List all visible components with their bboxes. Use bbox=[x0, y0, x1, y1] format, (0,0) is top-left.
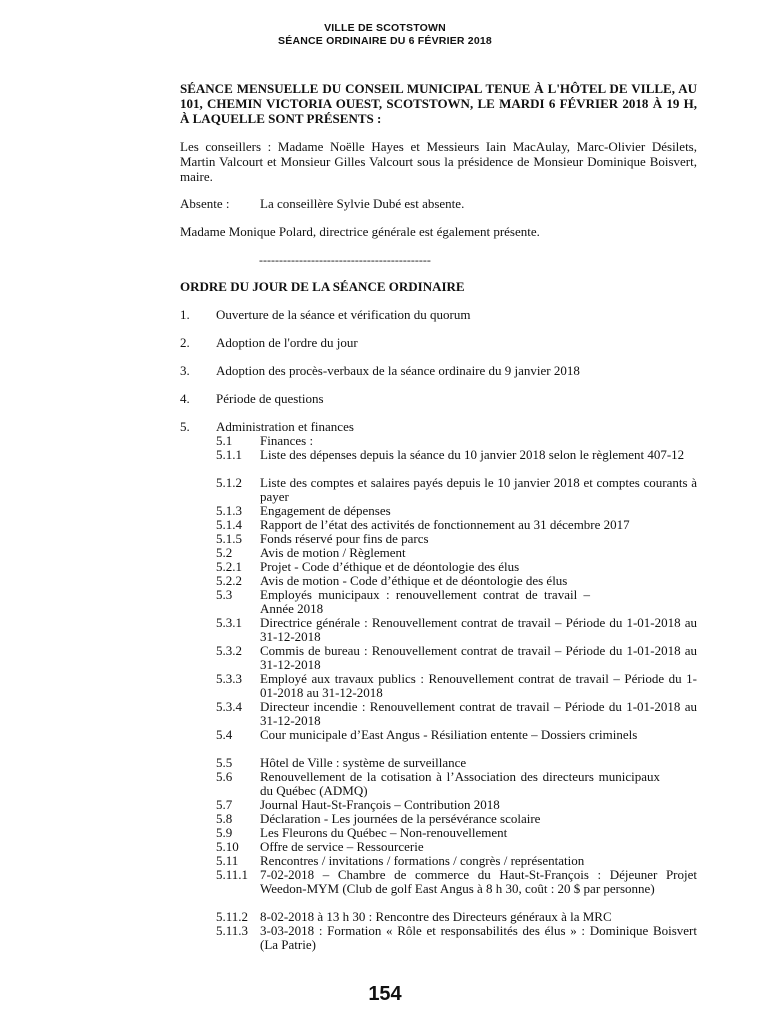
agenda-item-number: 4. bbox=[180, 391, 190, 406]
subitem-text: Avis de motion - Code d’éthique et de déontologie des élus bbox=[260, 573, 568, 588]
absent-label: Absente : bbox=[180, 196, 230, 211]
subitem-number: 5.9 bbox=[216, 825, 233, 840]
subitem-text: Offre de service – Ressourcerie bbox=[260, 839, 424, 854]
subitem-number: 5.8 bbox=[216, 811, 233, 826]
subitem-text: Directeur incendie : Renouvellement contrat de travail – Période du 1-01-2018 au 31-12-2018 bbox=[260, 699, 697, 728]
subitem-number: 5.7 bbox=[216, 797, 233, 812]
subitem-number: 5.5 bbox=[216, 755, 233, 770]
agenda-item-number: 5. bbox=[180, 419, 190, 434]
subitem-text: Engagement de dépenses bbox=[260, 503, 391, 518]
agenda-item-text: Adoption de l'ordre du jour bbox=[216, 335, 358, 350]
director-paragraph: Madame Monique Polard, directrice générale est également présente. bbox=[180, 224, 540, 239]
agenda-item-text: Ouverture de la séance et vérification du quorum bbox=[216, 307, 471, 322]
header-session: SÉANCE ORDINAIRE DU 6 FÉVRIER 2018 bbox=[278, 35, 492, 47]
agenda-item-number: 1. bbox=[180, 307, 190, 322]
subitem-text: Avis de motion / Règlement bbox=[260, 545, 406, 560]
subitem-text: Rencontres / invitations / formations / congrès / représentation bbox=[260, 853, 585, 868]
page-number: 154 bbox=[368, 983, 402, 1005]
subitem-text: Fonds réservé pour fins de parcs bbox=[260, 531, 429, 546]
subitem-number: 5.11.3 bbox=[216, 923, 249, 938]
subitem-number: 5.2 bbox=[216, 545, 233, 560]
separator-line: ------------------------------------------- bbox=[259, 253, 431, 267]
subitem-number: 5.1.4 bbox=[216, 517, 242, 532]
subitem-text: Journal Haut-St-François – Contribution 2018 bbox=[260, 797, 500, 812]
councillors-paragraph: Les conseillers : Madame Noëlle Hayes et Messieurs Iain MacAulay, Marc-Olivier Désilets, Martin Valcourt et Monsieur Gilles Valcourt sous la présidence de Monsieur Dominique Boisvert, maire. bbox=[180, 139, 697, 184]
subitem-text: Liste des dépenses depuis la séance du 10 janvier 2018 selon le règlement 407-12 bbox=[260, 447, 685, 462]
subitem-number: 5.1.1 bbox=[216, 447, 242, 462]
agenda-item-number: 3. bbox=[180, 363, 190, 378]
subitem-number: 5.4 bbox=[216, 727, 233, 742]
subitem-text: Finances : bbox=[260, 433, 314, 448]
subitem-number: 5.11.1 bbox=[216, 867, 249, 882]
subitem-number: 5.1.5 bbox=[216, 531, 242, 546]
subitem-number: 5.11 bbox=[216, 853, 239, 868]
subitem-number: 5.10 bbox=[216, 839, 239, 854]
subitem-text: 8-02-2018 à 13 h 30 : Rencontre des Directeurs généraux à la MRC bbox=[260, 909, 612, 924]
subitem-number: 5.2.2 bbox=[216, 573, 242, 588]
agenda-item-text: Période de questions bbox=[216, 391, 324, 406]
subitem-number: 5.6 bbox=[216, 769, 233, 784]
header-town: VILLE DE SCOTSTOWN bbox=[324, 22, 446, 34]
subitem-number: 5.3.4 bbox=[216, 699, 242, 714]
subitem-text: Déclaration - Les journées de la persévérance scolaire bbox=[260, 811, 541, 826]
subitem-text: Rapport de l’état des activités de fonctionnement au 31 décembre 2017 bbox=[260, 517, 630, 532]
subitem-text: Directrice générale : Renouvellement contrat de travail – Période du 1-01-2018 au 31-12-2018 bbox=[260, 615, 697, 644]
subitem-number: 5.3.3 bbox=[216, 671, 242, 686]
agenda-item-text: Administration et finances bbox=[216, 419, 354, 434]
subitem-text: Employés municipaux : renouvellement contrat de travail – Année 2018 bbox=[260, 587, 590, 616]
subitem-number: 5.3.1 bbox=[216, 615, 242, 630]
agenda-item-text: Adoption des procès-verbaux de la séance ordinaire du 9 janvier 2018 bbox=[216, 363, 580, 378]
subitem-text: 3-03-2018 : Formation « Rôle et responsabilités des élus » : Dominique Boisvert (La Patrie) bbox=[260, 923, 697, 952]
subitem-number: 5.1.3 bbox=[216, 503, 242, 518]
subitem-number: 5.2.1 bbox=[216, 559, 242, 574]
subitem-text: Renouvellement de la cotisation à l’Association des directeurs municipaux du Québec (ADMQ) bbox=[260, 769, 660, 798]
subitem-text: Hôtel de Ville : système de surveillance bbox=[260, 755, 467, 770]
subitem-text: Les Fleurons du Québec – Non-renouvellement bbox=[260, 825, 508, 840]
subitem-number: 5.3 bbox=[216, 587, 233, 602]
subitem-text: Projet - Code d’éthique et de déontologie des élus bbox=[260, 559, 520, 574]
agenda-title: ORDRE DU JOUR DE LA SÉANCE ORDINAIRE bbox=[180, 279, 465, 294]
subitem-text: 7-02-2018 – Chambre de commerce du Haut-St-François : Déjeuner Projet Weedon-MYM (Club de golf East Angus à 8 h 30, coût : 20 $ par personne) bbox=[260, 867, 697, 896]
absent-text: La conseillère Sylvie Dubé est absente. bbox=[260, 196, 465, 211]
subitem-number: 5.11.2 bbox=[216, 909, 249, 924]
subitem-number: 5.3.2 bbox=[216, 643, 242, 658]
subitem-number: 5.1 bbox=[216, 433, 233, 448]
subitem-number: 5.1.2 bbox=[216, 475, 242, 490]
agenda-item-number: 2. bbox=[180, 335, 190, 350]
subitem-text: Cour municipale d’East Angus - Résiliation entente – Dossiers criminels bbox=[260, 727, 638, 742]
subitem-text: Employé aux travaux publics : Renouvellement contrat de travail – Période du 1-01-2018 au 31-12-2018 bbox=[260, 671, 697, 700]
subitem-text: Commis de bureau : Renouvellement contrat de travail – Période du 1-01-2018 au 31-12-2018 bbox=[260, 643, 697, 672]
document-title: SÉANCE MENSUELLE DU CONSEIL MUNICIPAL TENUE À L'HÔTEL DE VILLE, AU 101, CHEMIN VICTORIA OUEST, SCOTSTOWN, LE MARDI 6 FÉVRIER 2018 À 19 H, À LAQUELLE SONT PRÉSENTS : bbox=[180, 81, 697, 126]
subitem-text: Liste des comptes et salaires payés depuis le 10 janvier 2018 et comptes courants à payer bbox=[260, 475, 697, 504]
